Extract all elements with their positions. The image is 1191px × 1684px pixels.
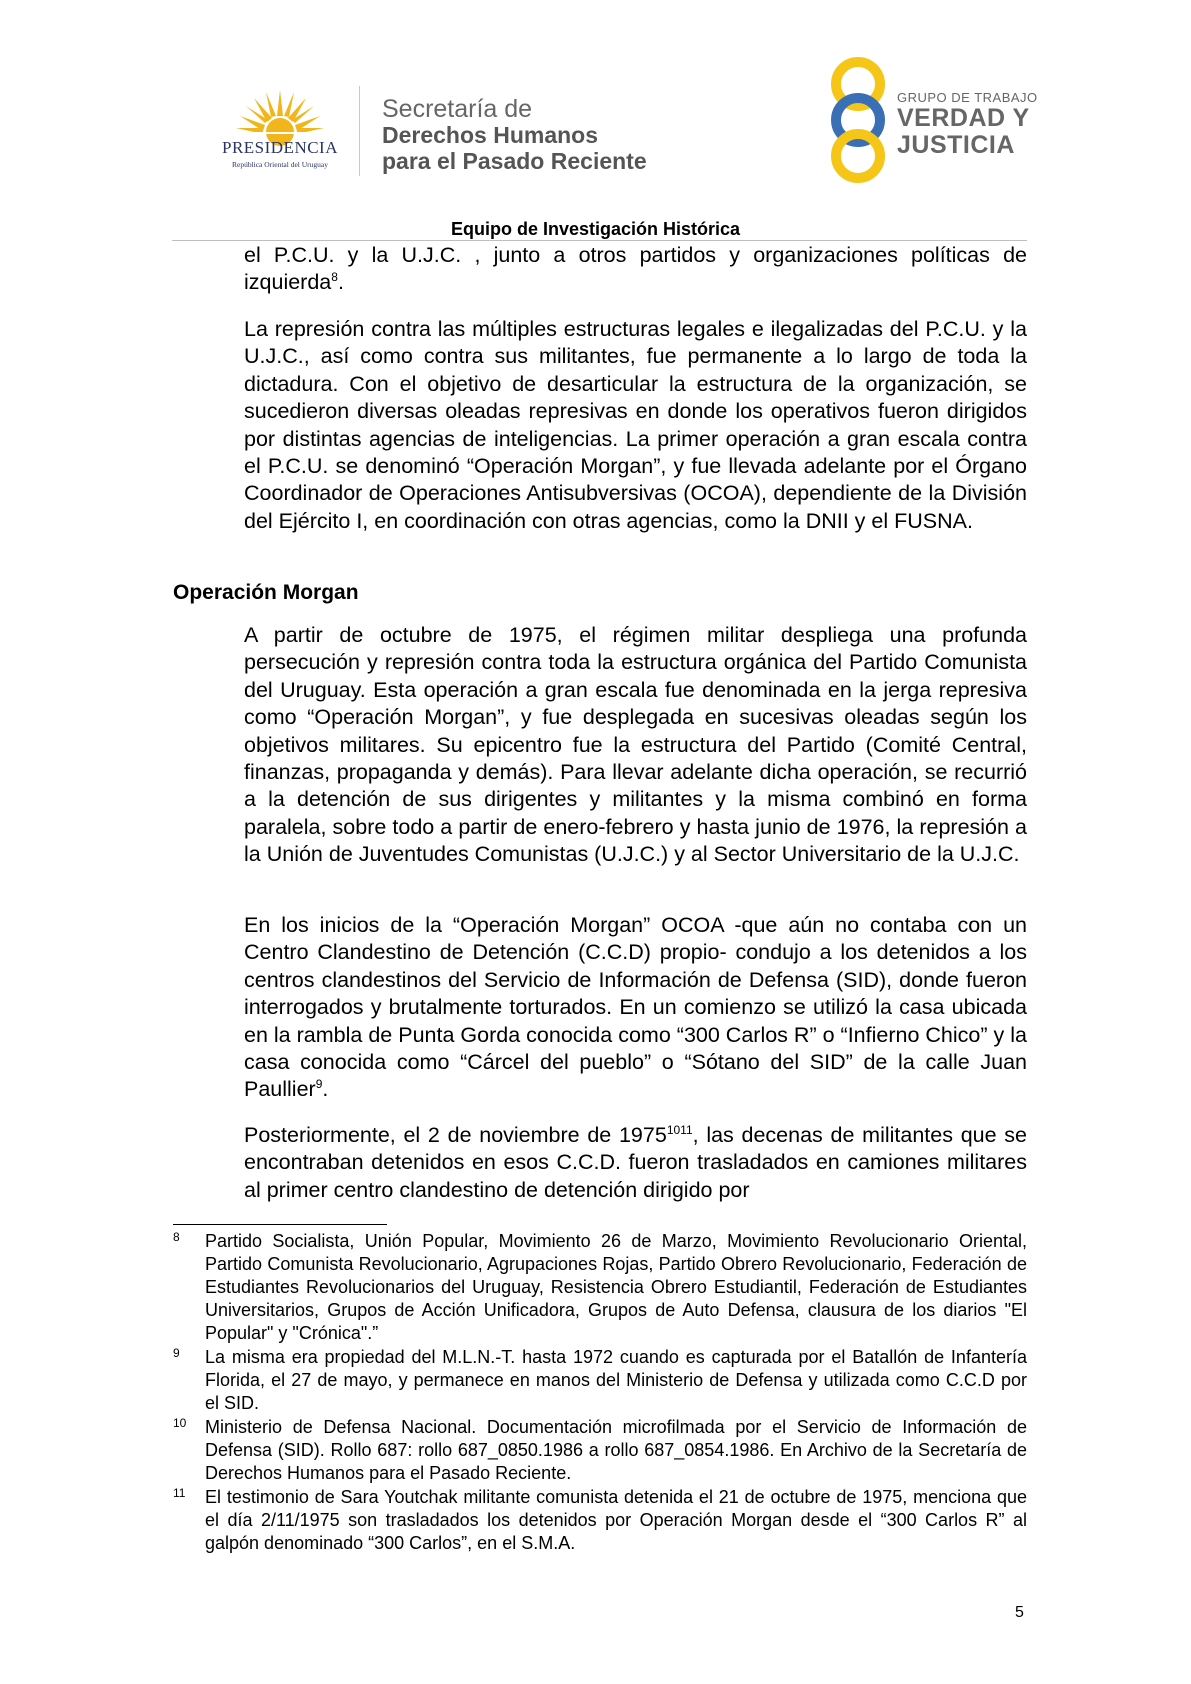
footnote-11 bbox=[173, 1486, 1027, 1555]
grupo-line-1: GRUPO DE TRABAJO bbox=[897, 90, 1038, 105]
footnote-text: La misma era propiedad del M.L.N.-T. hasta 1972 cuando es capturada por el Batallón de Infantería Florida, el 27 de mayo, y permanece en manos del Ministerio de Defensa y utilizada como C.C.D por el SID. bbox=[205, 1347, 1027, 1413]
secretaria-line-3: para el Pasado Reciente bbox=[382, 148, 647, 174]
grupo-line-2: VERDAD Y bbox=[897, 104, 1030, 132]
header-rule bbox=[172, 240, 1027, 241]
secretaria-line-2: Derechos Humanos bbox=[382, 122, 599, 148]
grupo-line-3: JUSTICIA bbox=[897, 131, 1015, 159]
footnote-text: Partido Socialista, Unión Popular, Movimiento 26 de Marzo, Movimiento Revolucionario Oriental, Partido Comunista Revolucionario, Agrupaciones Rojas, Partido Obrero Revolucionario, Federación de Estudiantes Revolucionarios del Uruguay, Resistencia Obrero Estudiantil, Federación de Estudiantes Universitarios, Grupos de Acción Unificadora, Grupos de Auto Defensa, clausura de los diarios "El Popular" y "Crónica".” bbox=[205, 1231, 1027, 1343]
footnote-number: 8 bbox=[173, 1230, 180, 1244]
rings-logo-icon bbox=[818, 56, 898, 186]
grupo-trabajo-title bbox=[897, 90, 1038, 159]
footnote-number: 9 bbox=[173, 1346, 180, 1360]
paragraph-5-start: Posteriormente, el 2 de noviembre de 1975 bbox=[244, 1123, 667, 1147]
footnote-number: 11 bbox=[173, 1486, 186, 1500]
paragraph-1-end: . bbox=[337, 270, 344, 295]
footnote-text: Ministerio de Defensa Nacional. Documentación microfilmada por el Servicio de Información de Defensa (SID). Rollo 687: rollo 687_0850.1986 a rollo 687_0854.1986. En Archivo de la Secretaría de Derechos Humanos para el Pasado Reciente. bbox=[205, 1417, 1027, 1483]
footnote-text: El testimonio de Sara Youtchak militante comunista detenida el 21 de octubre de 1975, menciona que el día 2/11/1975 son trasladados los detenidos por Operación Morgan desde el “300 Carlos R” al galpón denominado “300 Carlos”, en el S.M.A. bbox=[205, 1487, 1027, 1553]
presidencia-subtitle: República Oriental del Uruguay bbox=[231, 160, 328, 169]
footnote-9 bbox=[173, 1346, 1027, 1415]
secretaria-title bbox=[382, 96, 647, 174]
section-heading: Operación Morgan bbox=[173, 581, 359, 604]
footnote-ref-10-11[interactable]: 1011 bbox=[666, 1122, 693, 1137]
footnote-10 bbox=[173, 1416, 1027, 1485]
paragraph-4-end: . bbox=[322, 1077, 329, 1102]
paragraph-5-rest: , las decenas de militantes que se encontraban detenidos en esos C.C.D. fueron trasladados en camiones militares al primer centro clandestino de detención dirigido por bbox=[244, 1123, 1027, 1202]
page-number: 5 bbox=[1015, 1604, 1024, 1621]
footnote-ref-9[interactable]: 9 bbox=[315, 1077, 323, 1092]
footnote-rule bbox=[173, 1224, 387, 1225]
paragraph-5 bbox=[244, 1122, 1027, 1204]
footnote-8 bbox=[173, 1230, 1027, 1345]
paragraph-4 bbox=[244, 912, 1027, 1104]
footnote-number: 10 bbox=[173, 1416, 187, 1430]
paragraph-2: La represión contra las múltiples estructuras legales e ilegalizadas del P.C.U. y la U.J.C., así como contra sus militantes, fue permanente a lo largo de toda la dictadura. Con el objetivo de desarticular la estructura de la organización, se sucedieron diversas oleadas represivas en donde los operativos fueron dirigidos por distintas agencias de inteligencias. La primer operación a gran escala contra el P.C.U. se denominó “Operación Morgan”, y fue llevada adelante por el Órgano Coordinador de Operaciones Antisubversivas (OCOA), dependiente de la División del Ejército I, en coordinación con otras agencias, como la DNII y el FUSNA. bbox=[244, 317, 1027, 533]
paragraph-1-text: el P.C.U. y la U.J.C. , junto a otros partidos y organizaciones políticas de izquierda bbox=[244, 243, 1027, 295]
footnote-ref-8[interactable]: 8 bbox=[331, 270, 338, 285]
team-heading: Equipo de Investigación Histórica bbox=[450, 219, 741, 239]
header-divider bbox=[359, 86, 360, 176]
paragraph-3: A partir de octubre de 1975, el régimen militar despliega una profunda persecución y represión contra toda la estructura orgánica del Partido Comunista del Uruguay. Esta operación a gran escala fue denominada en la jerga represiva como “Operación Morgan”, y fue desplegada en sucesivas oleadas según los objetivos militares. Su epicentro fue la estructura del Partido (Comité Central, finanzas, propaganda y demás). Para llevar adelante dicha operación, se recurrió a la detención de sus dirigentes y militantes y la misma combinó en forma paralela, sobre todo a partir de enero-febrero y hasta junio de 1976, la represión a la Unión de Juventudes Comunistas (U.J.C.) y al Sector Universitario de la U.J.C. bbox=[244, 623, 1027, 867]
secretaria-line-1: Secretaría de bbox=[382, 95, 533, 123]
paragraph-1 bbox=[244, 242, 1027, 297]
presidencia-label: PRESIDENCIA bbox=[221, 138, 338, 157]
paragraph-4-text: En los inicios de la “Operación Morgan” OCOA -que aún no contaba con un Centro Clandestino de Detención (C.C.D) propio- condujo a los detenidos a los centros clandestinos del Servicio de Información de Defensa (SID), donde fueron interrogados y brutalmente torturados. En un comienzo se utilizó la casa ubicada en la rambla de Punta Gorda conocida como “300 Carlos R” o “Infierno Chico” y la casa conocida como “Cárcel del pueblo” o “Sótano del SID” de la calle Juan Paullier bbox=[244, 913, 1027, 1102]
